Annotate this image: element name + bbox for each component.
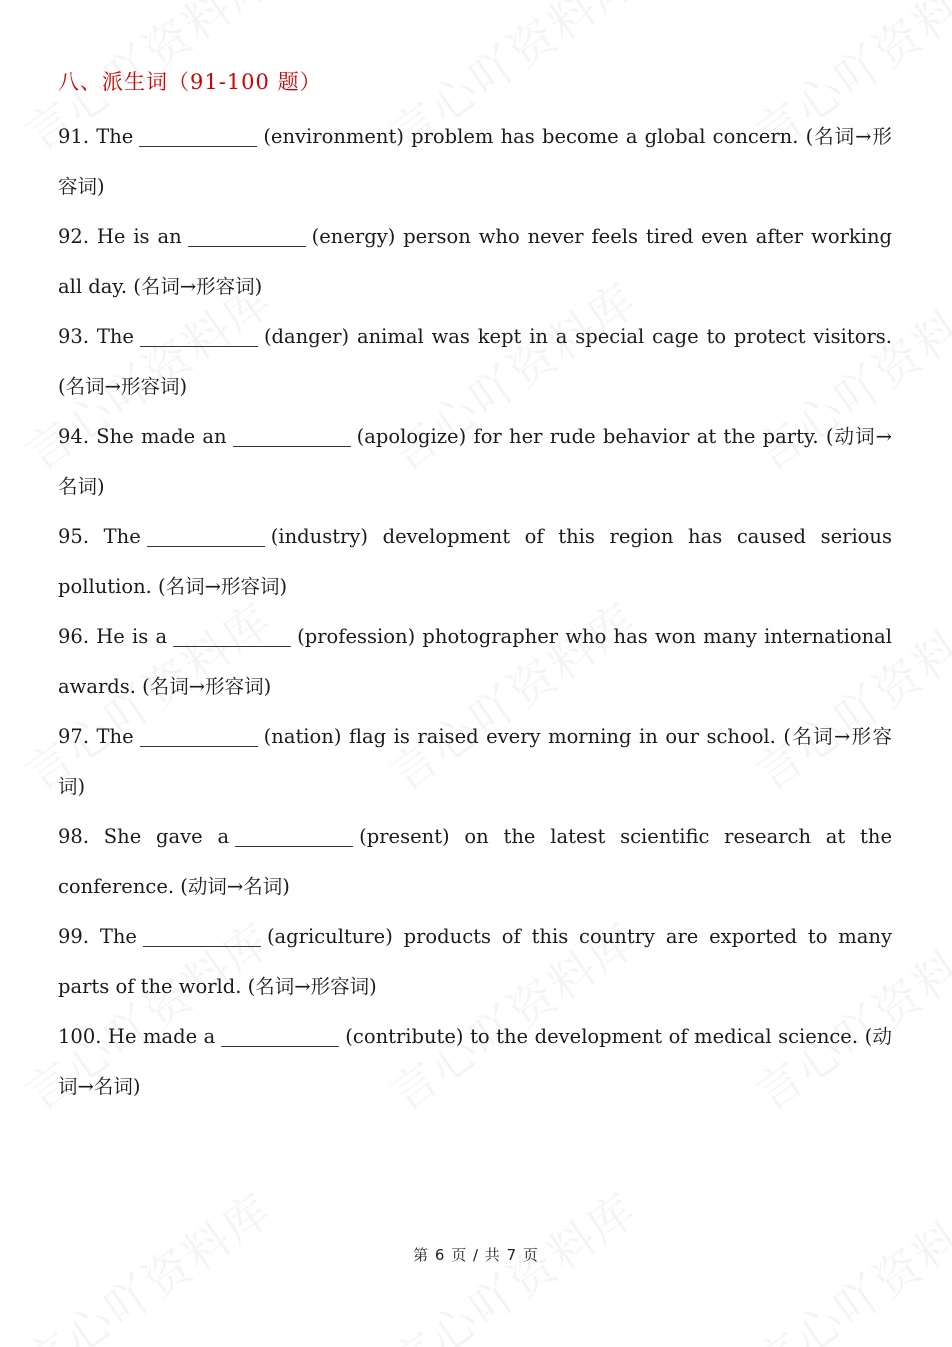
question-text: (profession) photographer who has won many international awards. (名词→形容词)	[58, 625, 892, 698]
question-stem: 98. She gave a	[58, 825, 230, 848]
question-stem: 91. The	[58, 125, 134, 148]
question-stem: 92. He is an	[58, 225, 182, 248]
answer-blank[interactable]	[221, 1026, 339, 1047]
page-footer: 第 6 页 / 共 7 页	[413, 1246, 539, 1264]
question-stem: 97. The	[58, 725, 134, 748]
answer-blank[interactable]	[140, 726, 258, 747]
question-item	[58, 112, 892, 212]
answer-blank[interactable]	[147, 526, 265, 547]
answer-blank[interactable]	[143, 926, 261, 947]
question-item	[58, 312, 892, 412]
question-text: (contribute) to the development of medical science. (动词→名词)	[58, 1025, 892, 1098]
question-text: (agriculture) products of this country are exported to many parts of the world. (名词→形容词)	[58, 925, 892, 998]
question-stem: 96. He is a	[58, 625, 168, 648]
question-stem: 99. The	[58, 925, 137, 948]
question-text: (energy) person who never feels tired even after working all day. (名词→形容词)	[58, 225, 892, 298]
question-item	[58, 812, 892, 912]
question-stem: 95. The	[58, 525, 141, 548]
question-stem: 93. The	[58, 325, 134, 348]
question-text: (environment) problem has become a global concern. (名词→形容词)	[58, 125, 892, 198]
question-item	[58, 712, 892, 812]
question-item	[58, 412, 892, 512]
answer-blank[interactable]	[139, 126, 257, 147]
answer-blank[interactable]	[173, 626, 291, 647]
answer-blank[interactable]	[235, 826, 353, 847]
question-stem: 94. She made an	[58, 425, 227, 448]
question-item	[58, 512, 892, 612]
question-item	[58, 1012, 892, 1112]
answer-blank[interactable]	[188, 226, 306, 247]
answer-blank[interactable]	[233, 426, 351, 447]
question-item	[58, 612, 892, 712]
question-stem: 100. He made a	[58, 1025, 216, 1048]
answer-blank[interactable]	[140, 326, 258, 347]
question-text: (apologize) for her rude behavior at the party. (动词→名词)	[58, 425, 892, 498]
document-page	[58, 62, 892, 1112]
section-title: 八、派生词（91-100 题）	[58, 70, 322, 94]
question-item	[58, 912, 892, 1012]
question-item	[58, 212, 892, 312]
question-text: (industry) development of this region has caused serious pollution. (名词→形容词)	[58, 525, 892, 598]
question-text: (present) on the latest scientific research at the conference. (动词→名词)	[58, 825, 892, 898]
question-text: (danger) animal was kept in a special cage to protect visitors. (名词→形容词)	[58, 325, 892, 398]
question-text: (nation) flag is raised every morning in our school. (名词→形容词)	[58, 725, 892, 798]
